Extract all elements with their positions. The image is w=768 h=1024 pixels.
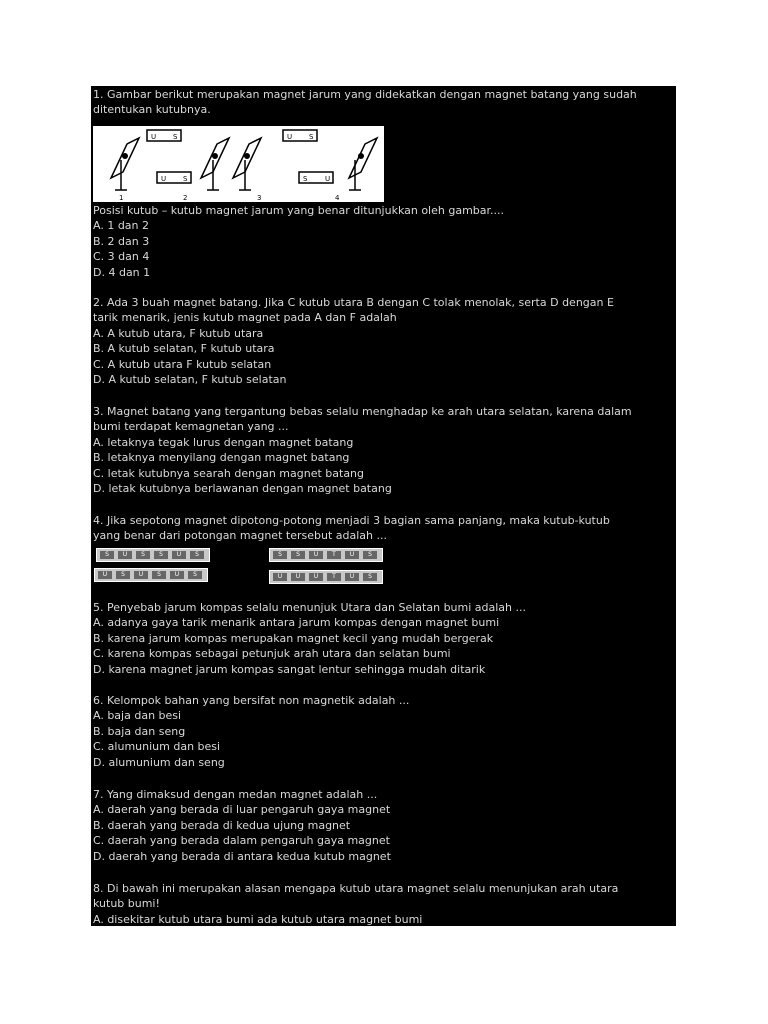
magnet-bar-option-c — [94, 568, 208, 582]
bar-pole: U — [118, 551, 132, 559]
option-a: A. adanya gaya tarik menarik antara jarum kompas dengan magnet bumi — [93, 616, 500, 630]
compass-needle-figure — [93, 126, 384, 202]
option-c: C. letak kutubnya searah dengan magnet batang — [93, 466, 365, 480]
question-3-line-2: bumi terdapat kemagnetan yang ... — [93, 420, 289, 434]
bar-pole: U — [172, 551, 186, 559]
question-3 — [93, 404, 675, 496]
question-7 — [93, 787, 675, 864]
option-d: D. karena magnet jarum kompas sangat lentur sehingga mudah ditarik — [93, 662, 486, 676]
bar-pole: U — [345, 573, 359, 581]
magnet-bar-option-b — [269, 548, 383, 562]
bar-pole: S — [152, 571, 166, 579]
bar-pole: U — [309, 551, 323, 559]
fig-number-label: 1 — [119, 194, 124, 202]
bar-pole: S — [273, 551, 287, 559]
question-5 — [93, 600, 675, 677]
bar-pole: S — [363, 573, 377, 581]
bar-pole: S — [116, 571, 130, 579]
fig-pole-label: S — [309, 133, 314, 141]
document-page — [91, 86, 676, 926]
option-a: A. baja dan besi — [93, 709, 182, 723]
option-c: C. alumunium dan besi — [93, 740, 221, 754]
option-d: D. daerah yang berada di antara kedua kutub magnet — [93, 849, 391, 863]
question-6 — [93, 693, 675, 770]
option-c: C. A kutub utara F kutub selatan — [93, 357, 272, 371]
bar-pole: U — [273, 573, 287, 581]
question-8-line-1: 8. Di bawah ini merupakan alasan mengapa kutub utara magnet selalu menunjukan arah utara — [93, 882, 619, 895]
fig-pole-label: S — [303, 175, 308, 183]
bar-pole: S — [291, 551, 305, 559]
fig-number-label: 3 — [257, 194, 262, 202]
question-4-line-1: 4. Jika sepotong magnet dipotong-potong menjadi 3 bagian sama panjang, maka kutub-kutub — [93, 514, 610, 527]
option-a: A. daerah yang berada di luar pengaruh gaya magnet — [93, 803, 391, 817]
question-2-line-1: 2. Ada 3 buah magnet batang. Jika C kutub utara B dengan C tolak menolak, serta D dengan E — [93, 296, 614, 309]
bar-pole: U — [134, 571, 148, 579]
bar-pole: S — [100, 551, 114, 559]
question-1-line-1: 1. Gambar berikut merupakan magnet jarum yang didekatkan dengan magnet batang yang sudah — [93, 88, 637, 101]
option-a: A. 1 dan 2 — [93, 219, 150, 233]
question-1 — [93, 87, 675, 118]
option-a: A. disekitar kutub utara bumi ada kutub utara magnet bumi — [93, 912, 423, 926]
question-1-options — [93, 203, 675, 280]
magnet-bar-option-d — [269, 570, 383, 584]
bar-pole: U — [291, 573, 305, 581]
option-b: B. karena jarum kompas merupakan magnet kecil yang mudah bergerak — [93, 631, 494, 645]
question-7-line-1: 7. Yang dimaksud dengan medan magnet adalah ... — [93, 788, 378, 801]
question-8 — [93, 881, 675, 926]
question-8-line-2: kutub bumi! — [93, 897, 160, 911]
question-1-line-2: ditentukan kutubnya. — [93, 103, 211, 117]
question-4 — [93, 513, 675, 544]
option-b: B. A kutub selatan, F kutub utara — [93, 342, 275, 356]
option-d: D. alumunium dan seng — [93, 755, 225, 769]
question-4-line-2: yang benar dari potongan magnet tersebut adalah ... — [93, 529, 387, 543]
bar-pole: T — [327, 573, 341, 581]
fig-pole-label: U — [161, 175, 167, 183]
option-b: B. 2 dan 3 — [93, 234, 150, 248]
option-c: C. 3 dan 4 — [93, 250, 150, 264]
option-b: B. daerah yang berada di kedua ujung magnet — [93, 818, 351, 832]
option-a: A. letaknya tegak lurus dengan magnet batang — [93, 435, 354, 449]
bar-pole: S — [154, 551, 168, 559]
bar-pole: U — [345, 551, 359, 559]
question-5-line-1: 5. Penyebab jarum kompas selalu menunjuk Utara dan Selatan bumi adalah ... — [93, 601, 527, 614]
bar-pole: U — [170, 571, 184, 579]
fig-pole-label: U — [325, 175, 331, 183]
option-c: C. daerah yang berada dalam pengaruh gaya magnet — [93, 834, 390, 848]
option-a: A. A kutub utara, F kutub utara — [93, 326, 264, 340]
question-1-prompt: Posisi kutub – kutub magnet jarum yang benar ditunjukkan oleh gambar.... — [93, 204, 505, 217]
magnet-bar-option-a — [96, 548, 210, 562]
bar-pole: S — [190, 551, 204, 559]
option-d: D. letak kutubnya berlawanan dengan magnet batang — [93, 482, 392, 496]
bar-pole: S — [363, 551, 377, 559]
option-b: B. letaknya menyilang dengan magnet batang — [93, 451, 350, 465]
question-3-line-1: 3. Magnet batang yang tergantung bebas selalu menghadap ke arah utara selatan, karena dalam — [93, 405, 632, 418]
question-2-line-2: tarik menarik, jenis kutub magnet pada A dan F adalah — [93, 311, 397, 325]
option-d: D. 4 dan 1 — [93, 265, 151, 279]
bar-pole: S — [136, 551, 150, 559]
fig-pole-label: S — [183, 175, 188, 183]
fig-number-label: 4 — [335, 194, 340, 202]
fig-pole-label: S — [173, 133, 178, 141]
option-b: B. baja dan seng — [93, 724, 186, 738]
bar-pole: S — [188, 571, 202, 579]
fig-pole-label: U — [151, 133, 157, 141]
option-d: D. A kutub selatan, F kutub selatan — [93, 373, 287, 387]
bar-pole: U — [309, 573, 323, 581]
option-c: C. karena kompas sebagai petunjuk arah utara dan selatan bumi — [93, 647, 451, 661]
fig-pole-label: U — [287, 133, 293, 141]
bar-pole: U — [98, 571, 112, 579]
question-2 — [93, 295, 675, 387]
fig-number-label: 2 — [183, 194, 188, 202]
bar-pole: T — [327, 551, 341, 559]
question-6-line-1: 6. Kelompok bahan yang bersifat non magnetik adalah ... — [93, 694, 410, 707]
